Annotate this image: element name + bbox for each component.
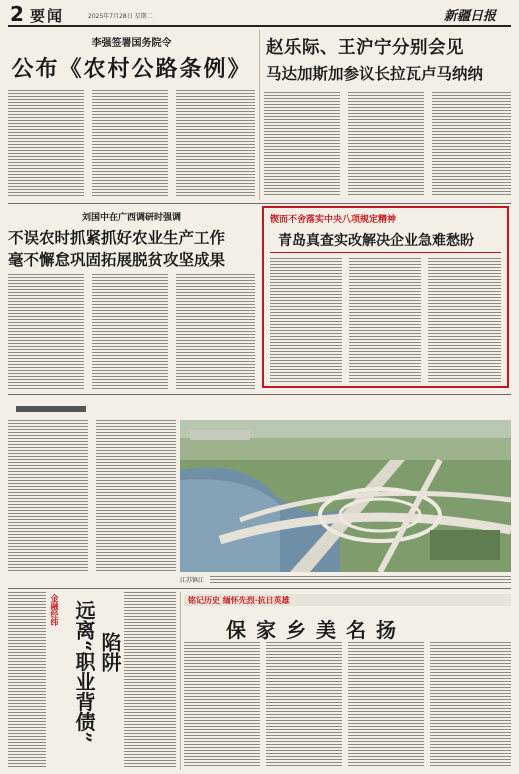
article-small [8, 398, 178, 576]
feature-kicker: 锲而不舍落实中央八项规定精神 [270, 215, 397, 225]
photo-caption-text [210, 576, 511, 584]
body-text-column [124, 592, 176, 768]
article-meeting [264, 30, 511, 200]
masthead-rule [8, 25, 511, 27]
body-text-column [432, 92, 511, 196]
feature-banner-text: 铭记历史 缅怀先烈·抗日英雄 [188, 595, 290, 605]
article-agriculture [8, 206, 255, 392]
body-text-column [264, 92, 340, 196]
article-headline: 不误农时抓紧抓好农业生产工作 [8, 228, 226, 247]
body-text-column [348, 92, 424, 196]
side-column-title: 远离“职业背债” [72, 600, 96, 744]
body-text-column [349, 258, 421, 382]
body-text-column [92, 274, 168, 390]
feature-headline: 青岛真查实改解决企业急难愁盼 [278, 233, 474, 249]
body-text-column [8, 90, 84, 196]
side-column [8, 592, 178, 770]
body-text-column [428, 258, 501, 382]
body-text-column [266, 642, 342, 766]
body-text-column [8, 274, 84, 390]
photo-caption-label: 江苏镇江 [180, 577, 205, 584]
body-text-column [92, 90, 168, 196]
aerial-photo [180, 420, 511, 572]
article-headline: 公布《农村公路条例》 [11, 56, 252, 82]
page-number: 2 [10, 2, 24, 26]
article-kicker: 刘国中在广西调研时强调 [81, 213, 181, 223]
feature-rule [270, 252, 501, 253]
body-text-column [430, 642, 511, 766]
feature-box [262, 206, 509, 388]
body-text-column [348, 642, 424, 766]
section-name: 要闻 [30, 7, 65, 25]
side-column-title: 陷阱 [98, 632, 122, 672]
highway-interchange-photo [180, 420, 511, 572]
article-headline: 赵乐际、王沪宁分别会见 [266, 38, 464, 58]
article-headline: 毫不懈怠巩固拓展脱贫攻坚成果 [8, 250, 226, 269]
section-rule [8, 588, 511, 589]
column-divider [180, 592, 181, 770]
body-text-column [176, 90, 255, 196]
body-text-column [270, 258, 342, 382]
issue-date: 2025年7月28日 星期二 [88, 13, 153, 20]
article-kicker: 李强签署国务院令 [91, 38, 172, 49]
side-column-kicker: 金融经纬 [50, 594, 60, 626]
photo-caption [180, 575, 511, 585]
newspaper-logo: 新疆日报 [444, 9, 497, 24]
body-text-column [8, 420, 88, 572]
article-small-headline-bar [16, 406, 86, 412]
section-rule [8, 203, 511, 204]
masthead [0, 0, 519, 26]
body-text-column [176, 274, 255, 390]
bottom-feature [184, 592, 511, 770]
body-text-column [8, 592, 46, 768]
column-divider [259, 30, 260, 200]
body-text-column [184, 642, 260, 766]
body-text-column [96, 420, 176, 572]
article-rural-roads [8, 30, 255, 200]
section-rule [8, 394, 511, 395]
article-subheadline: 马达加斯加参议长拉瓦卢马纳纳 [266, 64, 484, 83]
bottom-feature-headline: 保家乡美名扬 [226, 618, 406, 642]
